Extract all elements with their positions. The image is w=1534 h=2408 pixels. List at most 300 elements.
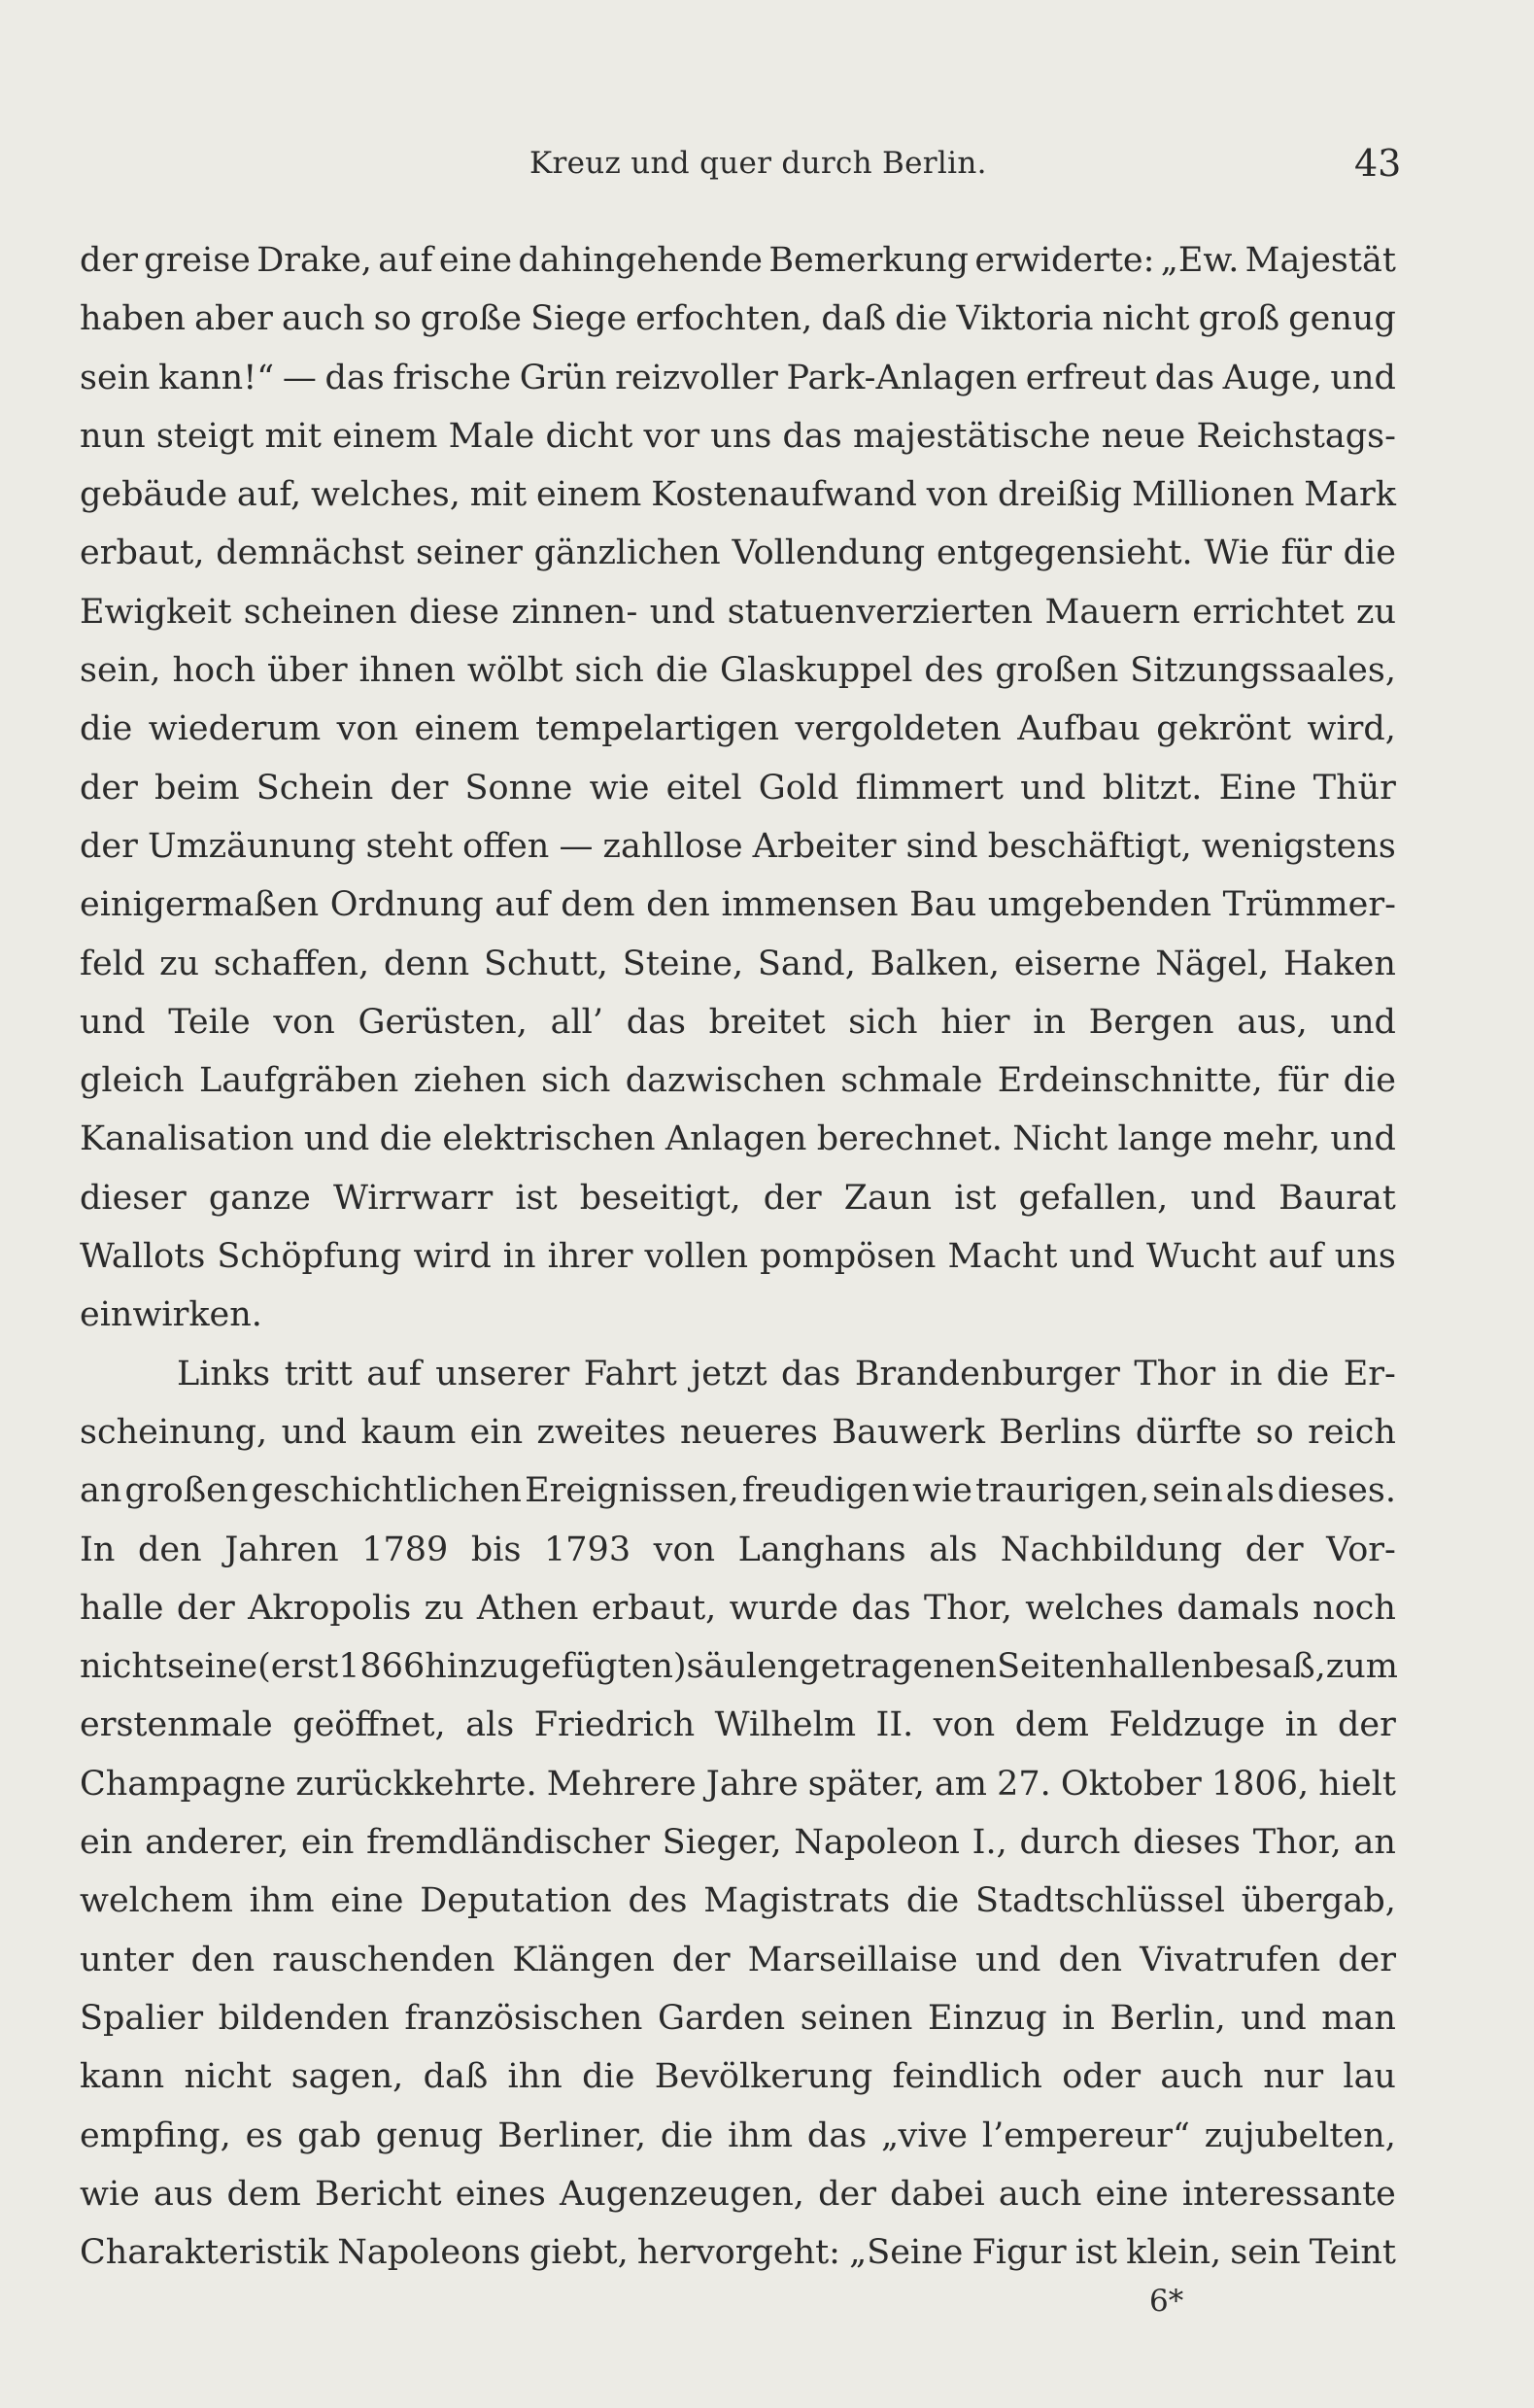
word: immensen [721,885,899,925]
word: die [905,1881,960,1921]
word: Nägel, [1155,944,1270,983]
word: hervorgeht: [636,2233,840,2273]
word: zum [1325,1647,1398,1687]
word: Schein [256,768,374,808]
word: ganze [208,1178,311,1218]
word: Millionen [1131,475,1295,515]
word: dahingehende [518,241,763,280]
text-line [80,817,1396,876]
word: Schöpfung [217,1237,402,1277]
word: das [782,416,842,456]
word: vor [643,416,700,456]
word: auf [378,241,433,280]
word: und [281,1412,348,1452]
word: die [660,2116,714,2155]
word: schmale [840,1061,983,1101]
word: über [267,651,348,691]
word: Spalier [80,1998,204,2038]
text-line [80,1110,1396,1168]
word: Thor, [1252,1823,1342,1863]
word: Ewigkeit [80,592,232,632]
word: Napoleon [794,1823,960,1863]
word: erfreut [1025,358,1147,397]
word: Teile [168,1002,251,1042]
signature-mark: 6* [1149,2284,1184,2319]
word: Glaskuppel [720,651,913,691]
word: umgebenden [987,885,1212,925]
text-line [80,1931,1396,1989]
text-line [80,1521,1396,1579]
word: geschichtlichen [251,1471,522,1511]
word: reich [1308,1412,1396,1452]
word: wird, [1307,709,1396,749]
word: unserer [435,1354,570,1393]
word: Friedrich [533,1705,696,1745]
word: der [1244,1530,1304,1569]
word: scheinen [243,592,397,632]
word: und [80,1002,146,1042]
text-line [80,1637,1396,1696]
word: Bericht [314,2174,442,2214]
word: säulengetragenen [686,1647,998,1687]
word: genug [1288,299,1396,339]
word: welches, [311,475,460,515]
text-line [80,1345,1396,1403]
word: Sieger, [662,1823,782,1863]
word: von [926,475,989,515]
word: das [851,1588,911,1628]
word: Napoleons [337,2233,521,2273]
word: für [1278,1061,1329,1101]
text-line [80,2223,1396,2282]
word: genug [375,2116,484,2155]
word: auf, [236,475,302,515]
word: später, [807,1764,925,1804]
word: Drake, [256,241,372,280]
word: noch [1312,1588,1396,1628]
word: mit [469,475,528,515]
word: ihm [249,1881,315,1921]
text-line [80,759,1396,817]
word: Majestät [1244,241,1396,280]
word: groß [1198,299,1280,339]
word: denn [383,944,470,983]
word: vollen [644,1237,749,1277]
word: die [379,1119,432,1159]
word: Figur [972,2233,1067,2273]
word: beim [154,768,240,808]
text-line [80,641,1396,700]
word: In [80,1530,116,1569]
word: die [1343,533,1396,573]
word: Bau [909,885,977,925]
word: und [1020,768,1086,808]
word: dicht [545,416,633,456]
word: Haken [1283,944,1396,983]
word: sich [574,651,644,691]
text-line [80,1403,1396,1462]
word: Mauern [1044,592,1180,632]
word: Brandenburger [854,1354,1120,1393]
word: dem [561,885,635,925]
word: erwiderte: [974,241,1155,280]
word: die [1343,1061,1396,1101]
word: empfing, [80,2116,231,2155]
word: freudigen [741,1471,910,1511]
word: von [273,1002,335,1042]
word: einigermaßen [80,885,320,925]
word: Athen [476,1588,579,1628]
word: Schutt, [483,944,608,983]
word: Vivatrufen [1140,1940,1321,1979]
text-line [80,2047,1396,2106]
running-head [0,142,1534,194]
word: ihm [728,2116,794,2155]
word: besaß, [1212,1647,1326,1687]
word: auf [366,1354,422,1393]
word: Stadtschlüssel [974,1881,1226,1921]
word: Feldzuge [1108,1705,1266,1745]
word: ist [515,1178,558,1218]
word: von [933,1705,996,1745]
word: das [626,1002,686,1042]
word: am [934,1764,987,1804]
word: dem [1014,1705,1089,1745]
word: Links [177,1354,271,1393]
body-text [80,231,1396,2282]
word: interessante [1181,2174,1396,2214]
word: 1866 [338,1647,426,1687]
word: das [781,1354,841,1393]
text-line [80,876,1396,934]
word: fremdländischer [366,1823,650,1863]
word: Gerüsten, [358,1002,528,1042]
word: (erst [257,1647,339,1687]
word: und [974,1940,1041,1979]
word: und [649,592,716,632]
word: traurigen, [975,1471,1150,1511]
word: — [282,358,317,397]
word: frische [392,358,512,397]
word: des [628,1881,688,1921]
word: gekrönt [1156,709,1292,749]
word: dabei [890,2174,985,2214]
text-line [80,1051,1396,1110]
word: Bevölkerung [654,2057,873,2097]
word: beschäftigt, [987,826,1192,866]
word: Marseillaise [747,1940,958,1979]
word: wird [413,1237,492,1277]
word: elektrischen [442,1119,656,1159]
running-title: Kreuz und quer durch Berlin. [529,146,987,181]
word: beseitigt, [579,1178,741,1218]
word: Ordnung [329,885,484,925]
text-line [80,583,1396,641]
word: tempelartigen [535,709,780,749]
word: nur [1263,2057,1324,2097]
word: — [559,826,594,866]
text-line [80,524,1396,582]
word: Langhans [737,1530,906,1569]
word: hielt [1318,1764,1396,1804]
word: Berlins [999,1412,1122,1452]
word: wiederum [148,709,322,749]
word: feindlich [892,2057,1042,2097]
word: an [80,1471,122,1511]
word: wie [912,1471,973,1511]
word: sein, [80,651,161,691]
text-line [80,1227,1396,1286]
word: Jahren [224,1530,339,1569]
word: auch [281,299,365,339]
word: blitzt. [1102,768,1203,808]
word: der [80,241,138,280]
word: der [671,1940,731,1979]
word: bis [470,1530,522,1569]
word: der [390,768,449,808]
text-line [80,1989,1396,2047]
word: Thor [1134,1354,1216,1393]
word: in [502,1237,536,1277]
word: neueres [679,1412,818,1452]
word: II. [875,1705,914,1745]
word: und [1330,1119,1396,1159]
word: zahllose [602,826,743,866]
word: entgegensieht. [936,533,1193,573]
word: Bergen [1088,1002,1214,1042]
text-line [80,1462,1396,1520]
word: einem [536,475,642,515]
word: vergoldeten [795,709,1002,749]
word: erstenmale [80,1705,273,1745]
word: Macht [947,1237,1058,1277]
word: Auge, [1222,358,1322,397]
word: sagen, [290,2057,404,2097]
word: statuenverzierten [727,592,1034,632]
word: wölbt [466,651,563,691]
word: sich [848,1002,918,1042]
word: für [1280,533,1332,573]
word: dieses. [1277,1471,1396,1511]
word: 27. [997,1764,1051,1804]
word: uns [710,416,772,456]
word: großen [995,651,1119,691]
word: sein [1152,1471,1223,1511]
word: übergab, [1241,1881,1396,1921]
word: sind [905,826,978,866]
word: ein [300,1823,355,1863]
word: damals [1176,1588,1300,1628]
word: nun [80,416,146,456]
word: in [1229,1354,1263,1393]
word: auch [1160,2057,1244,2097]
word: gleich [80,1061,185,1101]
word: und [1190,1178,1256,1218]
word: Wallots [80,1237,206,1277]
text-line [80,935,1396,993]
word: durch [1019,1823,1121,1863]
word: und [303,1119,370,1159]
text-line [80,2165,1396,2223]
word: Garden [657,1998,786,2038]
word: Trümmer- [1222,885,1396,925]
word: steht [365,826,454,866]
word: Thür [1312,768,1396,808]
word: sein [1230,2233,1301,2273]
word: scheinung, [80,1412,268,1452]
text-line [80,290,1396,348]
word: errichtet [1192,592,1345,632]
word: zujubelten, [1204,2116,1396,2155]
word: der [1338,1705,1396,1745]
word: Deputation [420,1881,612,1921]
word: den [646,885,710,925]
text-line [80,1579,1396,1637]
word: mit [264,416,322,456]
word: breitet [708,1002,826,1042]
word: Sonne [464,768,573,808]
word: eitel [665,768,742,808]
word: von [336,709,399,749]
word: es [245,2116,284,2155]
word: wurde [729,1588,838,1628]
word: Bemerkung [768,241,970,280]
word: Charakteristik [80,2233,329,2273]
word: so [373,299,412,339]
word: eiserne [1013,944,1142,983]
word: Zaun [843,1178,933,1218]
word: Viktoria [956,299,1094,339]
word: wie [80,2174,140,2214]
text-line [80,1286,1396,1344]
word: Siege [530,299,628,339]
word: aus, [1237,1002,1308,1042]
word: dreißig [998,475,1123,515]
word: Akropolis [248,1588,412,1628]
word: unter [80,1940,174,1979]
word: diese [409,592,500,632]
word: steigt [155,416,255,456]
word: Kostenaufwand [651,475,917,515]
word: oder [1062,2057,1142,2097]
word: eine [1095,2174,1169,2214]
word: Sand, [757,944,856,983]
word: der [80,826,138,866]
word: klein, [1126,2233,1222,2273]
word: daß [821,299,886,339]
word: kaum [360,1412,457,1452]
word: Nachbildung [1000,1530,1223,1569]
word: die [895,299,948,339]
word: die [582,2057,635,2097]
word: die [80,709,133,749]
word: l’empereur“ [981,2116,1190,2155]
word: französischen [404,1998,643,2038]
word: Teint [1309,2233,1396,2273]
word: gefallen, [1018,1178,1169,1218]
word: der [80,768,138,808]
word: Vor- [1326,1530,1396,1569]
word: Mehrere [546,1764,697,1804]
word: so [1255,1412,1294,1452]
word: Gold [758,768,839,808]
word: 1789 [361,1530,449,1569]
word: hoch [172,651,256,691]
word: uns [1334,1237,1396,1277]
word: seiner [415,533,523,573]
word: Eine [1218,768,1297,808]
text-line [80,407,1396,465]
word: die [655,651,709,691]
word: dürfte [1135,1412,1243,1452]
word: dieses [1133,1823,1242,1863]
word: jetzt [691,1354,767,1393]
word: der [1338,1940,1396,1979]
word: majestätische [852,416,1091,456]
word: einem [332,416,438,456]
word: Ereignissen, [525,1471,739,1511]
word: Wirrwarr [332,1178,494,1218]
word: demnächst [216,533,405,573]
word: ist [954,1178,997,1218]
word: in [1062,1998,1095,2038]
word: eine [330,1881,404,1921]
word: wie [589,768,650,808]
word: sich [541,1061,611,1101]
word: „Ew. [1160,241,1240,280]
word: gebäude [80,475,228,515]
word: Laufgräben [199,1061,399,1101]
word: schaffen, [213,944,370,983]
word: zu [424,1588,464,1628]
word: kann!“ [158,358,275,397]
word: lange [1117,1119,1213,1159]
word: Einzug [927,1998,1047,2038]
word: auf [1268,1237,1323,1277]
word: der [763,1178,822,1218]
word: anderer, [145,1823,290,1863]
word: 1806, [1210,1764,1310,1804]
word: Jahre [705,1764,799,1804]
word: Oktober [1060,1764,1202,1804]
word: von [653,1530,716,1569]
text-line [80,1813,1396,1872]
word: geöffnet, [292,1705,446,1745]
word: bildenden [218,1998,390,2038]
text-line [80,1696,1396,1754]
word: den [190,1940,256,1979]
text-line [80,231,1396,290]
word: und [1241,1998,1307,2038]
word: aber [194,299,273,339]
word: Erdeinschnitte, [997,1061,1263,1101]
word: feld [80,944,146,983]
word: und [1330,1002,1396,1042]
word: man [1321,1998,1396,2038]
word: Wucht [1146,1237,1257,1277]
word: 1793 [544,1530,631,1569]
word: gänzlichen [533,533,721,573]
word: aus [153,2174,214,2214]
word: Grün [519,358,607,397]
word: ein [80,1823,133,1863]
word: Wilhelm [714,1705,857,1745]
word: den [137,1530,202,1569]
word: tritt [284,1354,353,1393]
word: wenigstens [1201,826,1396,866]
text-line [80,349,1396,407]
word: Male [448,416,535,456]
